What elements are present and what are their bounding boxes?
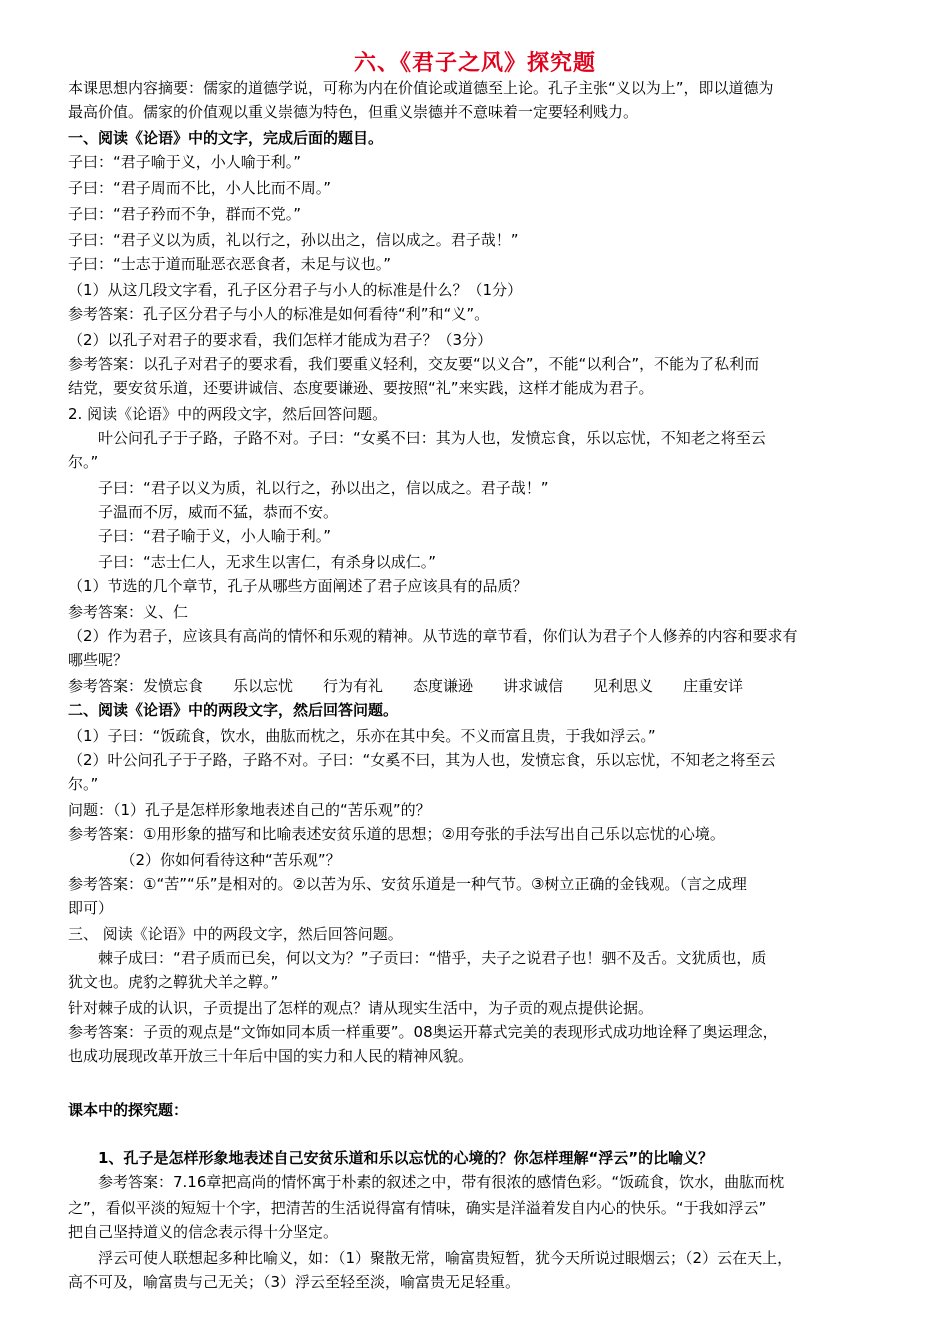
quote-line: 尔。” bbox=[68, 775, 99, 793]
answer-line: 参考答案：以孔子对君子的要求看，我们要重义轻利，交友要“以义合”，不能“以利合”，不能为了私利而 bbox=[68, 355, 760, 373]
quote-line: 子曰：“君子喻于义，小人喻于利。” bbox=[68, 527, 332, 545]
answer-line: 把自己坚持道义的信念表示得十分坚定。 bbox=[68, 1223, 339, 1241]
section-heading: 一、阅读《论语》中的文字，完成后面的题目。 bbox=[68, 129, 384, 147]
question-line: （2）你如何看待这种“苦乐观”？ bbox=[68, 851, 341, 869]
question-line: （1）节选的几个章节，孔子从哪些方面阐述了君子应该具有的品质？ bbox=[68, 577, 528, 595]
quote-line: 子曰：“士志于道而耻恶衣恶食者，未足与议也。” bbox=[68, 255, 392, 273]
answer-line: 之”，看似平淡的短短十个字，把清苦的生活说得富有情味，确实是洋溢着发自内心的快乐。“于我如浮云” bbox=[68, 1199, 767, 1217]
quote-line: 子曰：“志士仁人，无求生以害仁，有杀身以成仁。” bbox=[68, 553, 437, 571]
quote-line: 子曰：“君子周而不比，小人比而不周。” bbox=[68, 179, 332, 197]
quote-line: （2）叶公问孔子于子路，子路不对。子曰：“女奚不曰，其为人也，发愤忘食，乐以忘忧，不知老之将至云 bbox=[68, 751, 776, 769]
section-heading: 二、阅读《论语》中的两段文字，然后回答问题。 bbox=[68, 701, 399, 719]
quote-line: 犹文也。虎豹之鞟犹犬羊之鞟。” bbox=[68, 973, 279, 991]
question-line: 哪些呢？ bbox=[68, 651, 129, 669]
summary-line: 本课思想内容摘要：儒家的道德学说，可称为内在价值论或道德至上论。孔子主张“义以为上”，即以道德为 bbox=[68, 79, 774, 97]
answer-line: 也成功展现改革开放三十年后中国的实力和人民的精神风貌。 bbox=[68, 1047, 474, 1065]
quote-line: （1）子曰：“饭疏食，饮水，曲肱而枕之，乐亦在其中矣。不义而富且贵，于我如浮云。” bbox=[68, 727, 656, 745]
answer-line: 参考答案：孔子区分君子与小人的标准是如何看待“利”和“义”。 bbox=[68, 305, 490, 323]
summary-line: 最高价值。儒家的价值观以重义崇德为特色，但重义崇德并不意味着一定要轻利贱力。 bbox=[68, 103, 639, 121]
document-title: 六、《君子之风》探究题 bbox=[353, 51, 596, 76]
section-heading: 2. 阅读《论语》中的两段文字，然后回答问题。 bbox=[68, 405, 388, 423]
answer-line: 参考答案：发愤忘食 乐以忘忧 行为有礼 态度谦逊 讲求诚信 见利思义 庄重安详 bbox=[68, 677, 744, 695]
quote-line: 子曰：“君子喻于义，小人喻于利。” bbox=[68, 153, 302, 171]
quote-line: 子曰：“君子义以为质，礼以行之，孙以出之，信以成之。君子哉！” bbox=[68, 231, 519, 249]
answer-line: 参考答案：①“苦”“乐”是相对的。②以苦为乐、安贫乐道是一种气节。③树立正确的金钱观。（言之成理 bbox=[68, 875, 747, 893]
quote-line: 子曰：“君子矜而不争，群而不党。” bbox=[68, 205, 302, 223]
quote-line: 叶公问孔子于子路，子路不对。子曰：“女奚不曰：其为人也，发愤忘食，乐以忘忧，不知老之将至云 bbox=[68, 429, 766, 447]
answer-line: 浮云可使人联想起多种比喻义，如：（1）聚散无常，喻富贵短暂，犹今天所说过眼烟云；（2）云在天上， bbox=[68, 1249, 793, 1267]
quote-line: 子温而不厉，威而不猛，恭而不安。 bbox=[68, 503, 339, 521]
answer-line: 参考答案：子贡的观点是“文饰如同本质一样重要”。08奥运开幕式完美的表现形式成功地诠释了奥运理念， bbox=[68, 1023, 778, 1041]
section-heading: 三、 阅读《论语》中的两段文字，然后回答问题。 bbox=[68, 925, 403, 943]
answer-line: 高不可及，喻富贵与己无关；（3）浮云至轻至淡，喻富贵无足轻重。 bbox=[68, 1273, 521, 1291]
quote-line: 棘子成曰：“君子质而已矣，何以文为？”子贡曰：“惜乎，夫子之说君子也！驷不及舌。文犹质也，质 bbox=[68, 949, 767, 967]
section-heading: 课本中的探究题： bbox=[68, 1101, 189, 1119]
answer-line: 参考答案：义、仁 bbox=[68, 603, 189, 621]
question-line: 针对棘子成的认识，子贡提出了怎样的观点？请从现实生活中，为子贡的观点提供论据。 bbox=[68, 999, 654, 1017]
question-line: （2）作为君子，应该具有高尚的情怀和乐观的精神。从节选的章节看，你们认为君子个人修养的内容和要求有 bbox=[68, 627, 798, 645]
question-line: 1、孔子是怎样形象地表述自己安贫乐道和乐以忘忧的心境的？你怎样理解“浮云”的比喻义？ bbox=[68, 1149, 714, 1167]
answer-line: 参考答案：7.16章把高尚的情怀寓于朴素的叙述之中，带有很浓的感情色彩。“饭疏食，饮水，曲肱而枕 bbox=[68, 1173, 785, 1191]
question-line: 问题：（1）孔子是怎样形象地表述自己的“苦乐观”的？ bbox=[68, 801, 431, 819]
quote-line: 尔。” bbox=[68, 453, 99, 471]
answer-line: 参考答案：①用形象的描写和比喻表述安贫乐道的思想；②用夸张的手法写出自己乐以忘忧的心境。 bbox=[68, 825, 725, 843]
answer-line: 结党，要安贫乐道，还要讲诚信、态度要谦逊、要按照“礼”来实践，这样才能成为君子。 bbox=[68, 379, 654, 397]
question-line: （2）以孔子对君子的要求看，我们怎样才能成为君子？（3分） bbox=[68, 331, 493, 349]
quote-line: 子曰：“君子以义为质，礼以行之，孙以出之，信以成之。君子哉！” bbox=[68, 479, 549, 497]
answer-line: 即可） bbox=[68, 899, 114, 917]
question-line: （1）从这几段文字看，孔子区分君子与小人的标准是什么？（1分） bbox=[68, 281, 523, 299]
